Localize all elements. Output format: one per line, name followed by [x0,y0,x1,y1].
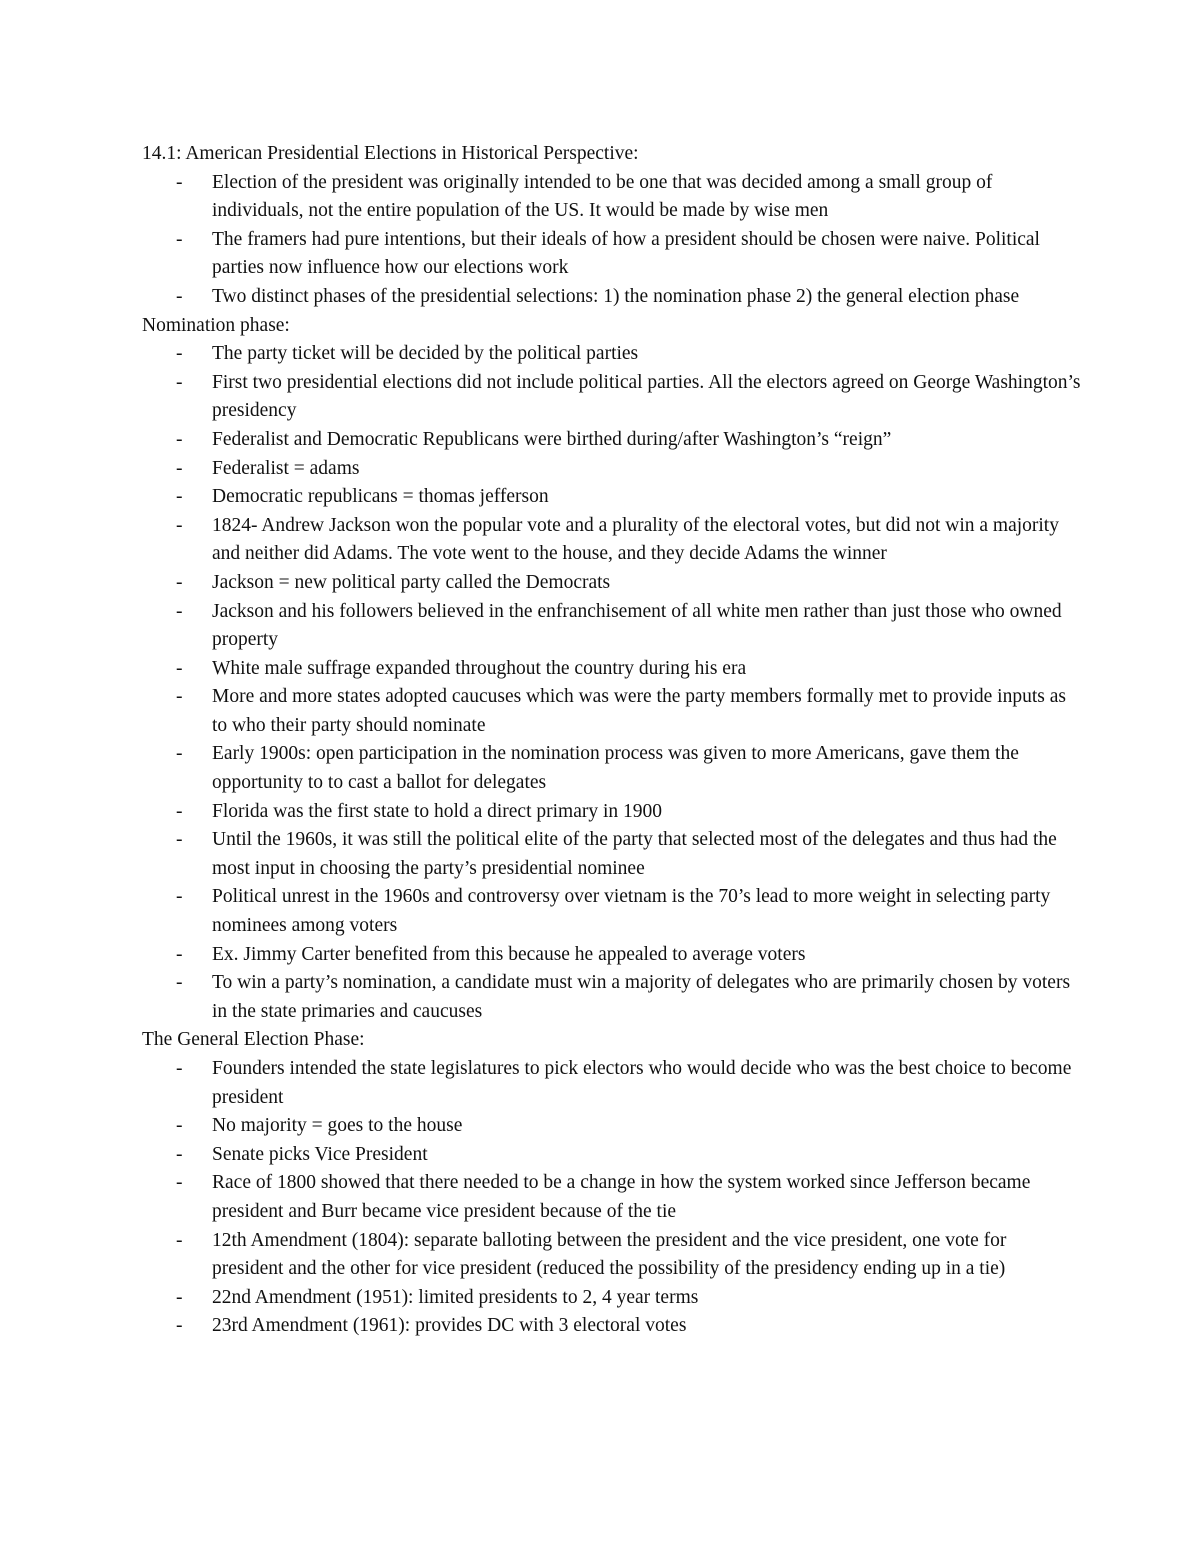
list-item-text: Jackson and his followers believed in the enfranchisement of all white men rather than just those who owned property [212,600,1062,651]
dash-bullet: - [176,285,183,307]
list-item-text: Race of 1800 showed that there needed to be a change in how the system worked since Jefferson became president and Burr became vice president because of the tie [212,1172,1031,1222]
dash-bullet: - [176,1058,183,1079]
list-item-text: No majority = goes to the house [212,1115,463,1137]
list-item [176,1284,1082,1313]
list-item [176,340,1082,369]
dash-bullet: - [176,1315,183,1337]
list-item [176,1112,1082,1141]
dash-bullet: - [176,571,183,593]
list-item [176,1169,1082,1226]
list-item-text: The framers had pure intentions, but their ideals of how a president should be chosen were naive. Political parties now influence how our elections work [212,228,1040,279]
dash-bullet: - [176,829,183,851]
list-item-text: Ex. Jimmy Carter benefited from this because he appealed to average voters [212,943,806,965]
list-item [176,883,1082,940]
list-item [176,512,1082,569]
list-item [176,1312,1082,1341]
dash-bullet: - [176,800,183,822]
list-item [176,426,1082,455]
list-item-text: 23rd Amendment (1961): provides DC with 3 electoral votes [212,1315,687,1337]
list-item [176,655,1082,684]
section-nomination-phase [142,312,1082,1027]
list-item-text: More and more states adopted caucuses which was were the party members formally met to provide inputs as to who their party should nominate [212,686,1066,736]
dash-bullet: - [176,972,183,994]
dash-bullet: - [176,886,183,908]
list-item-text: Florida was the first state to hold a direct primary in 1900 [212,800,663,822]
list-item-text: Jackson = new political party called the Democrats [212,571,611,593]
section-historical-perspective [142,140,1082,312]
dash-bullet: - [176,1172,183,1194]
dash-bullet: - [176,657,183,679]
list-item-text: Political unrest in the 1960s and controversy over vietnam is the 70’s lead to more weight in selecting party nominees among voters [212,886,1051,937]
list-item [176,798,1082,827]
list-item-text: Election of the president was originally intended to be one that was decided among a small group of individuals, not the entire population of the US. It would be made by wise men [212,171,993,222]
list-item-text: Until the 1960s, it was still the political elite of the party that selected most of the delegates and thus had the most input in choosing the party’s presidential nominee [212,829,1057,879]
dash-bullet: - [176,1229,183,1251]
list-item [176,455,1082,484]
list-item [176,1055,1082,1112]
list-item [176,1227,1082,1284]
list-item-text: Federalist = adams [212,457,360,479]
dash-bullet: - [176,457,183,479]
dash-bullet: - [176,1286,183,1308]
section-heading: The General Election Phase: [142,1029,365,1051]
list-item-text: The party ticket will be decided by the political parties [212,343,639,365]
list-item [176,1141,1082,1170]
list-item-text: 1824- Andrew Jackson won the popular vote and a plurality of the electoral votes, but did not win a majority and neither did Adams. The vote went to the house, and they decide Adams the winner [212,514,1059,565]
dash-bullet: - [176,514,183,536]
list-item-text: Two distinct phases of the presidential selections: 1) the nomination phase 2) the general election phase [212,285,1020,307]
dash-bullet: - [176,943,183,965]
list-item-text: White male suffrage expanded throughout the country during his era [212,657,747,679]
list-item [176,226,1082,283]
dash-bullet: - [176,1115,183,1137]
list-item [176,740,1082,797]
dash-bullet: - [176,371,183,393]
dash-bullet: - [176,343,183,365]
list-item [176,169,1082,226]
list-item [176,483,1082,512]
bullet-list [142,1055,1082,1341]
section-heading: Nomination phase: [142,314,290,336]
list-item [176,569,1082,598]
dash-bullet: - [176,600,183,622]
list-item [176,598,1082,655]
dash-bullet: - [176,486,183,508]
dash-bullet: - [176,228,183,250]
document-page [142,140,1082,1341]
list-item-text: 22nd Amendment (1951): limited presidents to 2, 4 year terms [212,1286,699,1308]
list-item [176,826,1082,883]
list-item-text: Democratic republicans = thomas jefferson [212,486,549,508]
section-general-election-phase [142,1026,1082,1341]
dash-bullet: - [176,686,183,708]
bullet-list [142,169,1082,312]
list-item-text: Federalist and Democratic Republicans were birthed during/after Washington’s “reign” [212,428,892,450]
list-item [176,283,1082,312]
list-item [176,969,1082,1026]
list-item-text: To win a party’s nomination, a candidate must win a majority of delegates who are primarily chosen by voters in the state primaries and caucuses [212,972,1071,1022]
dash-bullet: - [176,1143,183,1165]
bullet-list [142,340,1082,1026]
list-item-text: First two presidential elections did not include political parties. All the electors agreed on George Washington’s presidency [212,371,1081,422]
section-heading: 14.1: American Presidential Elections in Historical Perspective: [142,143,639,164]
list-item-text: Founders intended the state legislatures to pick electors who would decide who was the best choice to become president [212,1058,1072,1108]
dash-bullet: - [176,428,183,450]
list-item [176,369,1082,426]
list-item-text: 12th Amendment (1804): separate balloting between the president and the vice president, one vote for president and the other for vice president (reduced the possibility of the presidency ending up in a tie) [212,1229,1007,1280]
list-item-text: Early 1900s: open participation in the nomination process was given to more Americans, gave them the opportunity to to cast a ballot for delegates [212,743,1019,794]
dash-bullet: - [176,171,183,193]
list-item [176,683,1082,740]
list-item-text: Senate picks Vice President [212,1143,428,1165]
dash-bullet: - [176,743,183,765]
list-item [176,941,1082,970]
